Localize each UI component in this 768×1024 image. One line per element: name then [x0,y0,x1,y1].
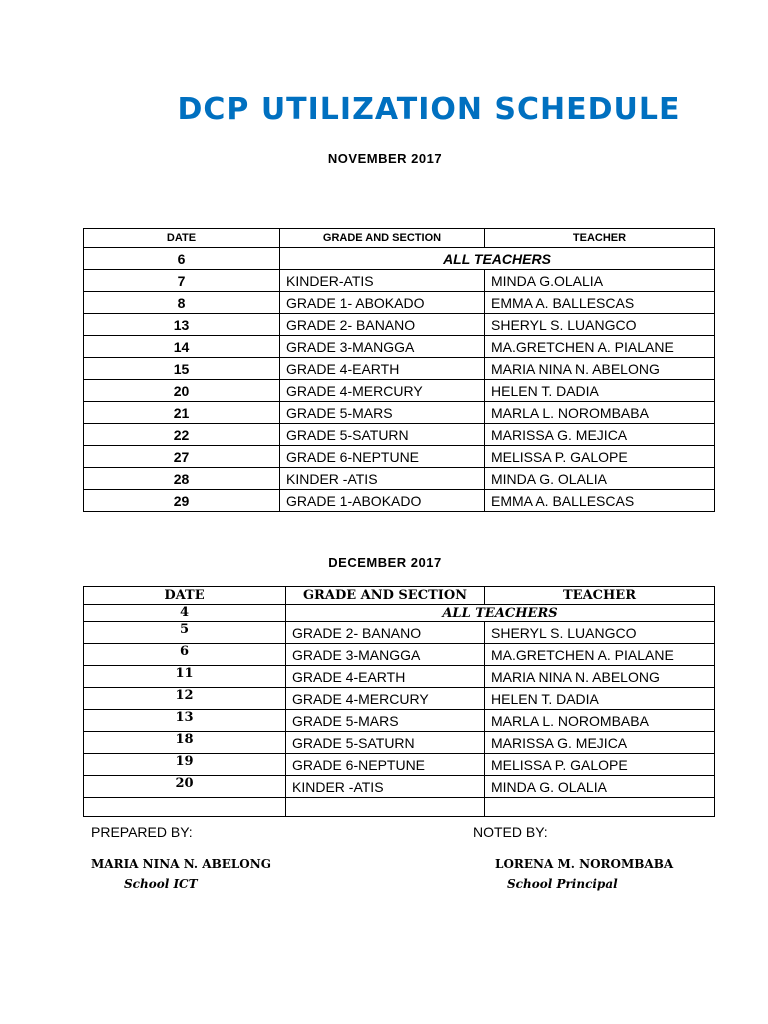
empty-cell [84,798,286,817]
teacher-cell: MINDA G. OLALIA [485,468,715,490]
teacher-cell: MARLA L. NOROMBABA [485,402,715,424]
table-row [84,270,715,292]
empty-cell [485,798,715,817]
noted-by-label: NOTED BY: [473,824,548,840]
table-row [84,622,715,644]
grade-section-cell: GRADE 1-ABOKADO [280,490,485,512]
date-cell: 12 [84,688,286,710]
date-cell: 4 [84,605,286,622]
teacher-cell: MELISSA P. GALOPE [485,754,715,776]
teacher-cell: MINDA G. OLALIA [485,776,715,798]
teacher-cell: HELEN T. DADIA [485,688,715,710]
date-cell: 13 [84,710,286,732]
table-row [84,666,715,688]
date-cell: 14 [84,336,280,358]
empty-cell [286,798,485,817]
all-teachers-cell: ALL TEACHERS [280,248,715,270]
date-cell: 6 [84,644,286,666]
table-row [84,402,715,424]
all-teachers-cell: ALL TEACHERS [286,605,715,622]
table-row [84,358,715,380]
teacher-cell: MELISSA P. GALOPE [485,446,715,468]
all-teachers-row [84,605,715,622]
grade-section-cell: GRADE 3-MANGGA [286,644,485,666]
grade-section-cell: GRADE 5-SATURN [286,732,485,754]
table-row [84,446,715,468]
november-schedule-table [83,228,715,512]
prepared-by-label: PREPARED BY: [91,824,193,840]
table-row [84,490,715,512]
table-row [84,292,715,314]
teacher-cell: MARIA NINA N. ABELONG [485,666,715,688]
teacher-cell: MARISSA G. MEJICA [485,732,715,754]
grade-section-cell: GRADE 3-MANGGA [280,336,485,358]
table-header-row [84,229,715,248]
prepared-by-name: MARIA NINA N. ABELONG [91,857,271,871]
grade-section-cell: KINDER -ATIS [280,468,485,490]
teacher-cell: MARISSA G. MEJICA [485,424,715,446]
table-row [84,776,715,798]
teacher-cell: SHERYL S. LUANGCO [485,622,715,644]
grade-section-cell: KINDER -ATIS [286,776,485,798]
date-cell: 15 [84,358,280,380]
date-cell: 8 [84,292,280,314]
date-header: DATE [84,229,280,248]
table-row [84,468,715,490]
table-row [84,732,715,754]
empty-row [84,798,715,817]
teacher-cell: EMMA A. BALLESCAS [485,292,715,314]
table-row [84,754,715,776]
date-cell: 13 [84,314,280,336]
table-row [84,710,715,732]
table-header-row [84,587,715,605]
teacher-header: TEACHER [485,587,715,605]
date-cell: 20 [84,380,280,402]
date-cell: 5 [84,622,286,644]
table-row [84,688,715,710]
date-cell: 29 [84,490,280,512]
date-cell: 21 [84,402,280,424]
date-cell: 20 [84,776,286,798]
table-row [84,336,715,358]
teacher-cell: MA.GRETCHEN A. PIALANE [485,336,715,358]
teacher-header: TEACHER [485,229,715,248]
teacher-cell: HELEN T. DADIA [485,380,715,402]
table-row [84,314,715,336]
noted-by-role: School Principal [507,877,618,891]
november-heading: NOVEMBER 2017 [327,151,443,166]
grade-section-cell: GRADE 6-NEPTUNE [286,754,485,776]
page-title: DCP UTILIZATION SCHEDULE [177,92,681,127]
teacher-cell: SHERYL S. LUANGCO [485,314,715,336]
grade-section-cell: GRADE 2- BANANO [280,314,485,336]
grade-section-cell: KINDER-ATIS [280,270,485,292]
date-cell: 18 [84,732,286,754]
grade-section-cell: GRADE 4-MERCURY [280,380,485,402]
prepared-by-role: School ICT [124,877,198,891]
grade-section-cell: GRADE 4-EARTH [286,666,485,688]
all-teachers-row [84,248,715,270]
date-cell: 19 [84,754,286,776]
grade-section-cell: GRADE 5-MARS [286,710,485,732]
date-cell: 7 [84,270,280,292]
december-heading: DECEMBER 2017 [328,555,442,570]
grade-section-cell: GRADE 4-EARTH [280,358,485,380]
table-row [84,380,715,402]
date-cell: 22 [84,424,280,446]
grade-section-cell: GRADE 4-MERCURY [286,688,485,710]
date-header: DATE [84,587,286,605]
grade-section-cell: GRADE 2- BANANO [286,622,485,644]
grade-section-cell: GRADE 1- ABOKADO [280,292,485,314]
teacher-cell: MARIA NINA N. ABELONG [485,358,715,380]
teacher-cell: EMMA A. BALLESCAS [485,490,715,512]
teacher-cell: MINDA G.OLALIA [485,270,715,292]
date-cell: 6 [84,248,280,270]
grade-section-header: GRADE AND SECTION [280,229,485,248]
date-cell: 27 [84,446,280,468]
teacher-cell: MARLA L. NOROMBABA [485,710,715,732]
date-cell: 28 [84,468,280,490]
table-row [84,424,715,446]
grade-section-cell: GRADE 5-MARS [280,402,485,424]
december-schedule-table [83,586,715,817]
date-cell: 11 [84,666,286,688]
noted-by-name: LORENA M. NOROMBABA [495,857,674,871]
grade-section-cell: GRADE 5-SATURN [280,424,485,446]
table-row [84,644,715,666]
teacher-cell: MA.GRETCHEN A. PIALANE [485,644,715,666]
grade-section-cell: GRADE 6-NEPTUNE [280,446,485,468]
grade-section-header: GRADE AND SECTION [286,587,485,605]
